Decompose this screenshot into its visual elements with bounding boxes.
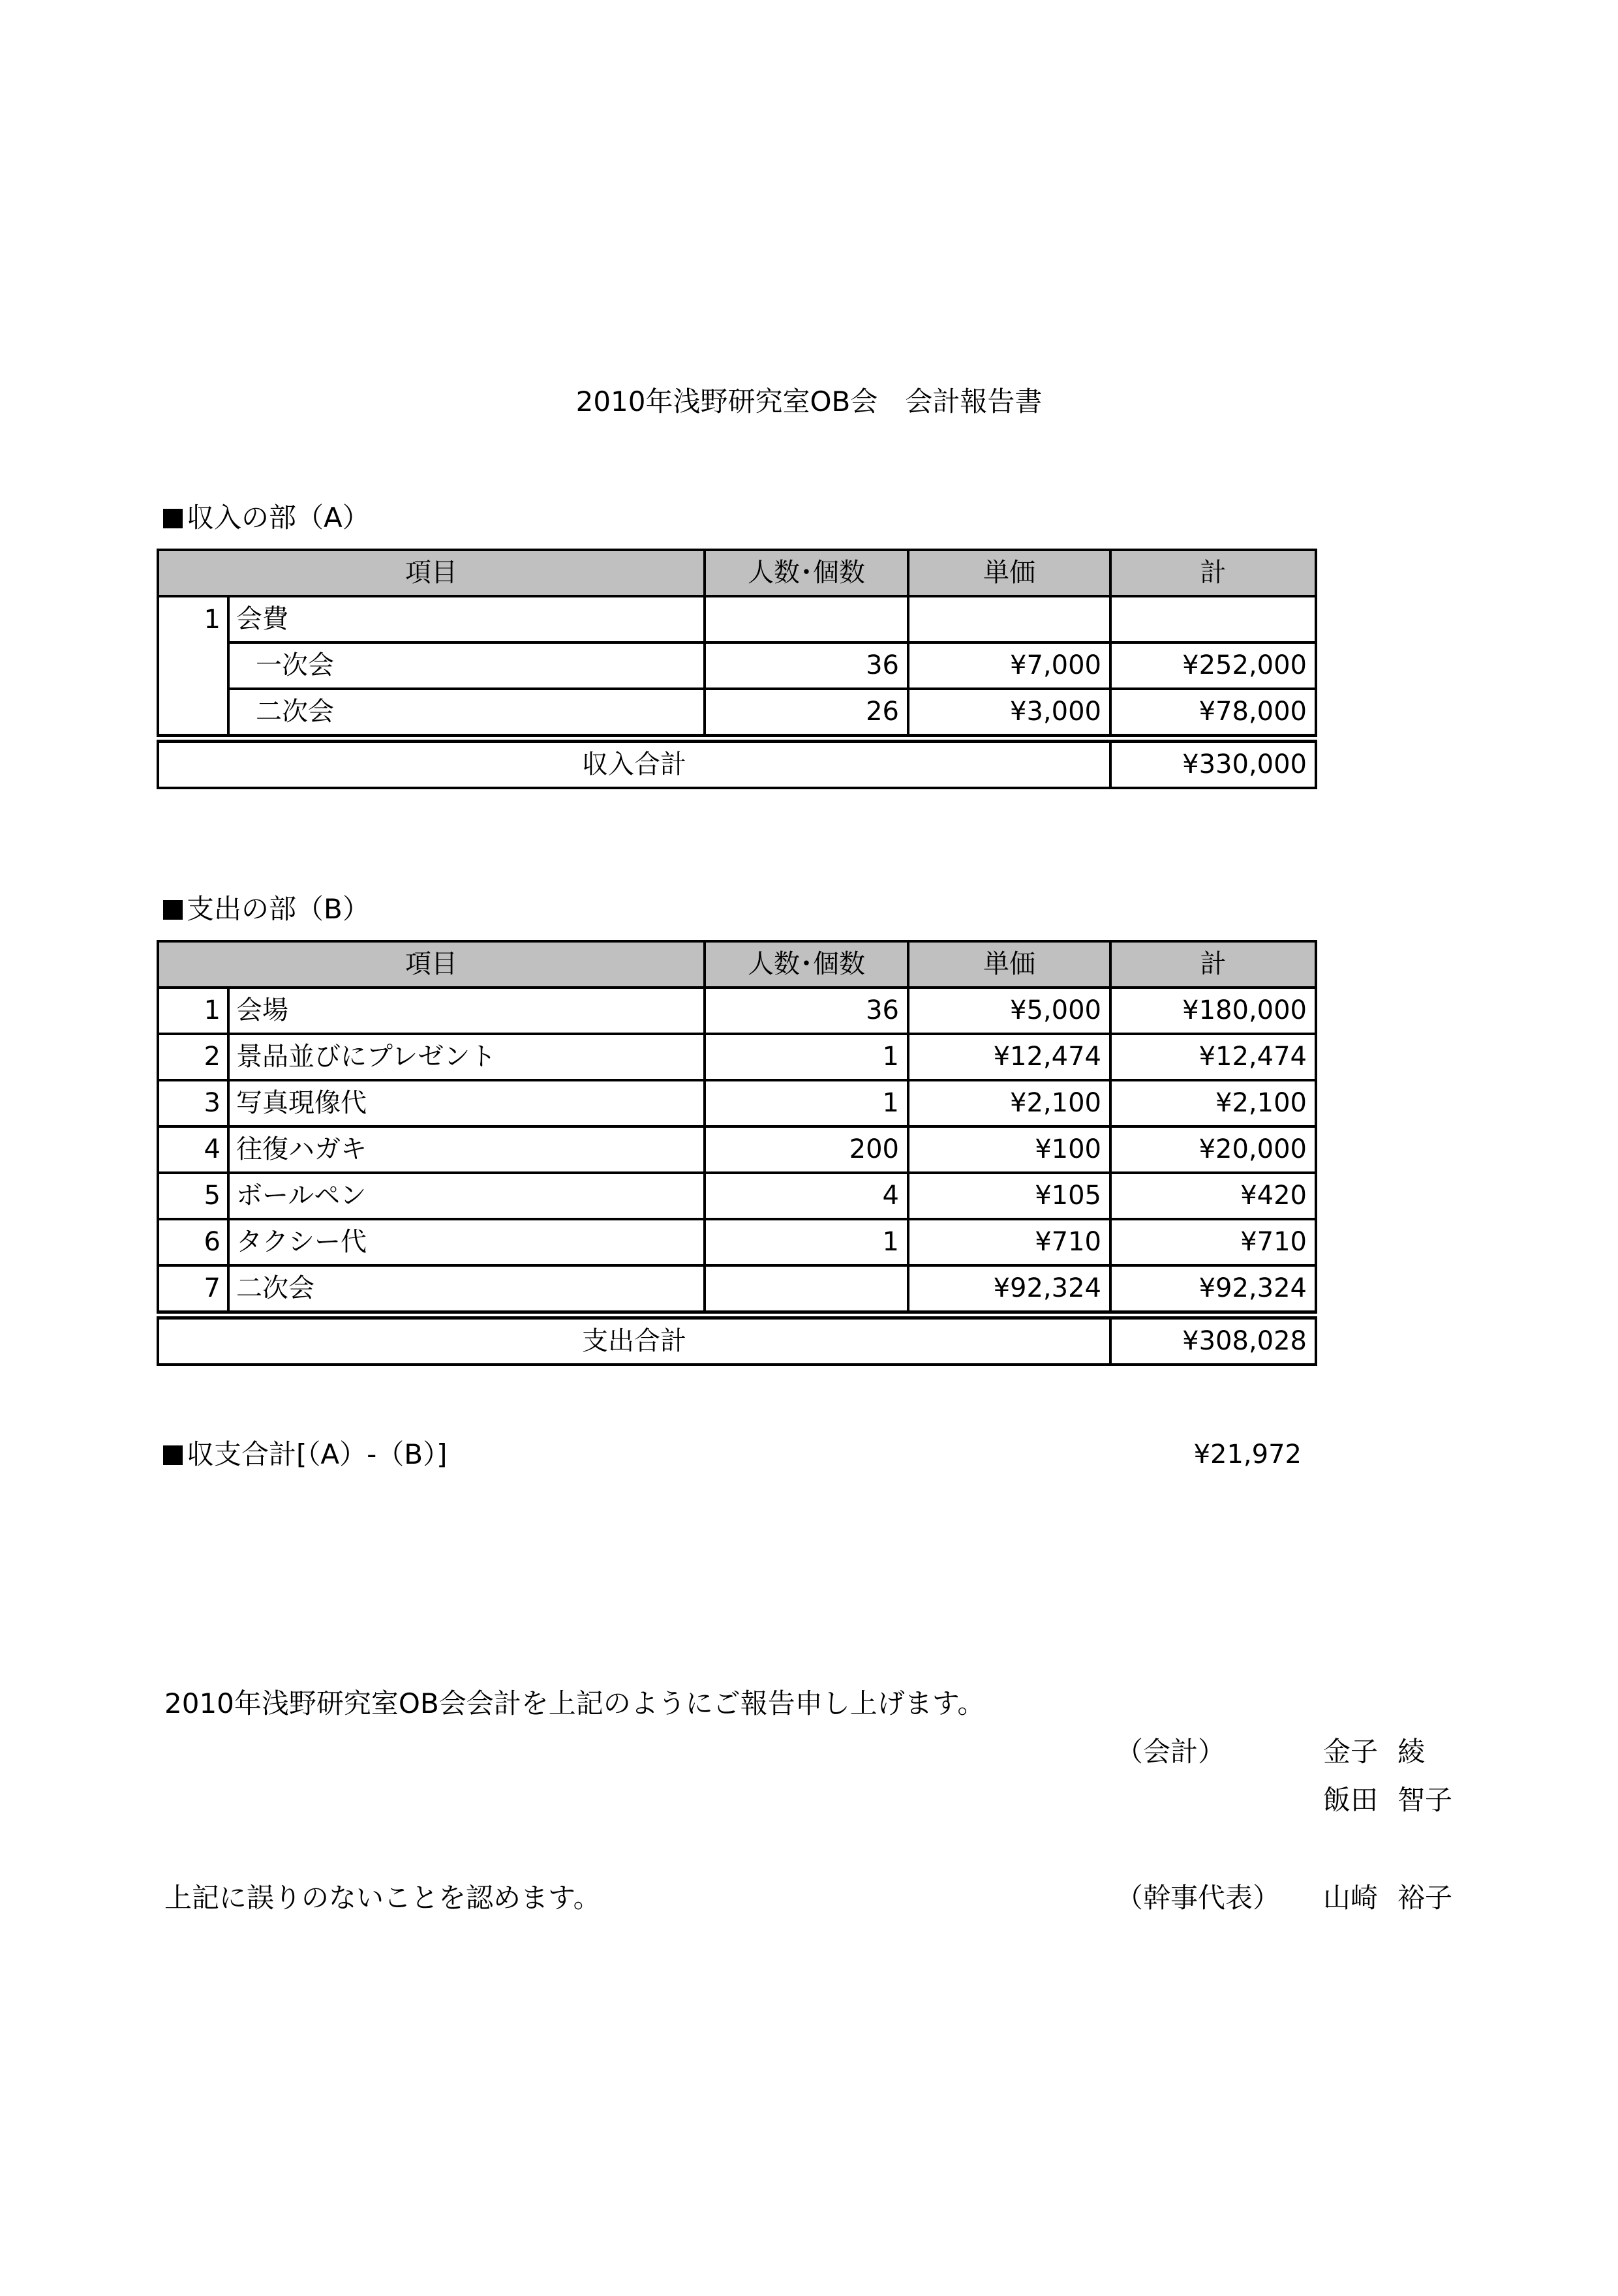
income-heading-text: 収入の部（A）: [187, 502, 370, 534]
row-amount: ¥92,324: [1110, 1265, 1316, 1315]
row-item: タクシー代: [228, 1219, 705, 1265]
table-row: [158, 642, 1316, 689]
report-statement: 2010年浅野研究室OB会会計を上記のようにご報告申し上げます。: [164, 1687, 985, 1719]
income-table-header: [158, 550, 1316, 596]
document-title: 2010年浅野研究室OB会 会計報告書: [575, 385, 1043, 417]
row-no: 2: [158, 1034, 228, 1080]
row-amount: ¥710: [1110, 1219, 1316, 1265]
row-unit-price: [908, 596, 1110, 642]
row-item: 一次会: [228, 642, 705, 689]
approval-statement: 上記に誤りのないことを認めます。: [164, 1882, 601, 1914]
representative-name: [1323, 1879, 1452, 1918]
col-header-qty: 人数･個数: [705, 550, 908, 596]
expense-heading: [163, 890, 370, 929]
table-row: [158, 1173, 1316, 1219]
row-qty: 26: [705, 689, 908, 738]
row-unit-price: ¥3,000: [908, 689, 1110, 738]
table-row: [158, 1219, 1316, 1265]
family-name: 山崎: [1323, 1882, 1379, 1914]
row-unit-price: ¥2,100: [908, 1080, 1110, 1126]
row-item: 景品並びにプレゼント: [228, 1034, 705, 1080]
income-total-value: ¥330,000: [1110, 738, 1316, 788]
family-name: 飯田: [1323, 1784, 1379, 1816]
balance-label-text: 収支合計[（A）-（B）]: [187, 1438, 448, 1470]
row-unit-price: ¥12,474: [908, 1034, 1110, 1080]
table-row: [158, 1080, 1316, 1126]
row-unit-price: ¥7,000: [908, 642, 1110, 689]
given-name: 綾: [1397, 1736, 1426, 1768]
balance-label: [163, 1435, 447, 1474]
expense-total-row: [158, 1315, 1316, 1365]
row-unit-price: ¥92,324: [908, 1265, 1110, 1315]
row-qty: 200: [705, 1126, 908, 1173]
accountant-name-1: [1323, 1732, 1425, 1772]
row-qty: 36: [705, 988, 908, 1034]
row-amount: ¥180,000: [1110, 988, 1316, 1034]
table-row: [158, 1126, 1316, 1173]
row-item: 会場: [228, 988, 705, 1034]
table-row: [158, 1034, 1316, 1080]
row-qty: 1: [705, 1219, 908, 1265]
col-header-unit-price: 単価: [908, 941, 1110, 988]
black-square-icon: [163, 1445, 183, 1465]
row-qty: 36: [705, 642, 908, 689]
row-qty: 4: [705, 1173, 908, 1219]
row-item: 写真現像代: [228, 1080, 705, 1126]
row-no: 1: [158, 596, 228, 642]
row-amount: ¥78,000: [1110, 689, 1316, 738]
row-amount: ¥20,000: [1110, 1126, 1316, 1173]
balance-value: ¥21,972: [1193, 1440, 1302, 1470]
income-table: [157, 549, 1317, 789]
table-row: [158, 1265, 1316, 1315]
row-qty: 1: [705, 1034, 908, 1080]
col-header-qty: 人数･個数: [705, 941, 908, 988]
col-header-item: 項目: [158, 941, 705, 988]
row-item: 二次会: [228, 689, 705, 738]
col-header-amount: 計: [1110, 550, 1316, 596]
row-no: [158, 642, 228, 689]
row-item: ボールペン: [228, 1173, 705, 1219]
row-no: 3: [158, 1080, 228, 1126]
expense-total-value: ¥308,028: [1110, 1315, 1316, 1365]
expense-table-header: [158, 941, 1316, 988]
row-no: 5: [158, 1173, 228, 1219]
given-name: 裕子: [1397, 1882, 1453, 1914]
accountant-role: （会計）: [1116, 1736, 1226, 1768]
income-total-row: [158, 738, 1316, 788]
row-item: 二次会: [228, 1265, 705, 1315]
family-name: 金子: [1323, 1736, 1379, 1768]
row-unit-price: ¥710: [908, 1219, 1110, 1265]
row-qty: [705, 1265, 908, 1315]
row-unit-price: ¥100: [908, 1126, 1110, 1173]
row-no: 6: [158, 1219, 228, 1265]
row-amount: ¥420: [1110, 1173, 1316, 1219]
income-total-label: 収入合計: [158, 738, 1110, 788]
col-header-unit-price: 単価: [908, 550, 1110, 596]
row-qty: [705, 596, 908, 642]
representative-role: （幹事代表）: [1116, 1882, 1281, 1914]
row-amount: ¥252,000: [1110, 642, 1316, 689]
row-no: 7: [158, 1265, 228, 1315]
row-no: 1: [158, 988, 228, 1034]
expense-table: [157, 940, 1317, 1366]
row-item: 往復ハガキ: [228, 1126, 705, 1173]
row-unit-price: ¥105: [908, 1173, 1110, 1219]
accountant-name-2: [1323, 1781, 1452, 1820]
income-heading: [163, 498, 370, 537]
row-qty: 1: [705, 1080, 908, 1126]
expense-heading-text: 支出の部（B）: [187, 893, 370, 925]
row-item: 会費: [228, 596, 705, 642]
row-amount: ¥12,474: [1110, 1034, 1316, 1080]
table-row: [158, 988, 1316, 1034]
col-header-item: 項目: [158, 550, 705, 596]
table-row: [158, 689, 1316, 738]
row-unit-price: ¥5,000: [908, 988, 1110, 1034]
row-no: 4: [158, 1126, 228, 1173]
black-square-icon: [163, 900, 183, 920]
expense-total-label: 支出合計: [158, 1315, 1110, 1365]
table-row: [158, 596, 1316, 642]
row-no: [158, 689, 228, 738]
row-amount: [1110, 596, 1316, 642]
given-name: 智子: [1397, 1784, 1453, 1816]
row-amount: ¥2,100: [1110, 1080, 1316, 1126]
col-header-amount: 計: [1110, 941, 1316, 988]
black-square-icon: [163, 509, 183, 528]
